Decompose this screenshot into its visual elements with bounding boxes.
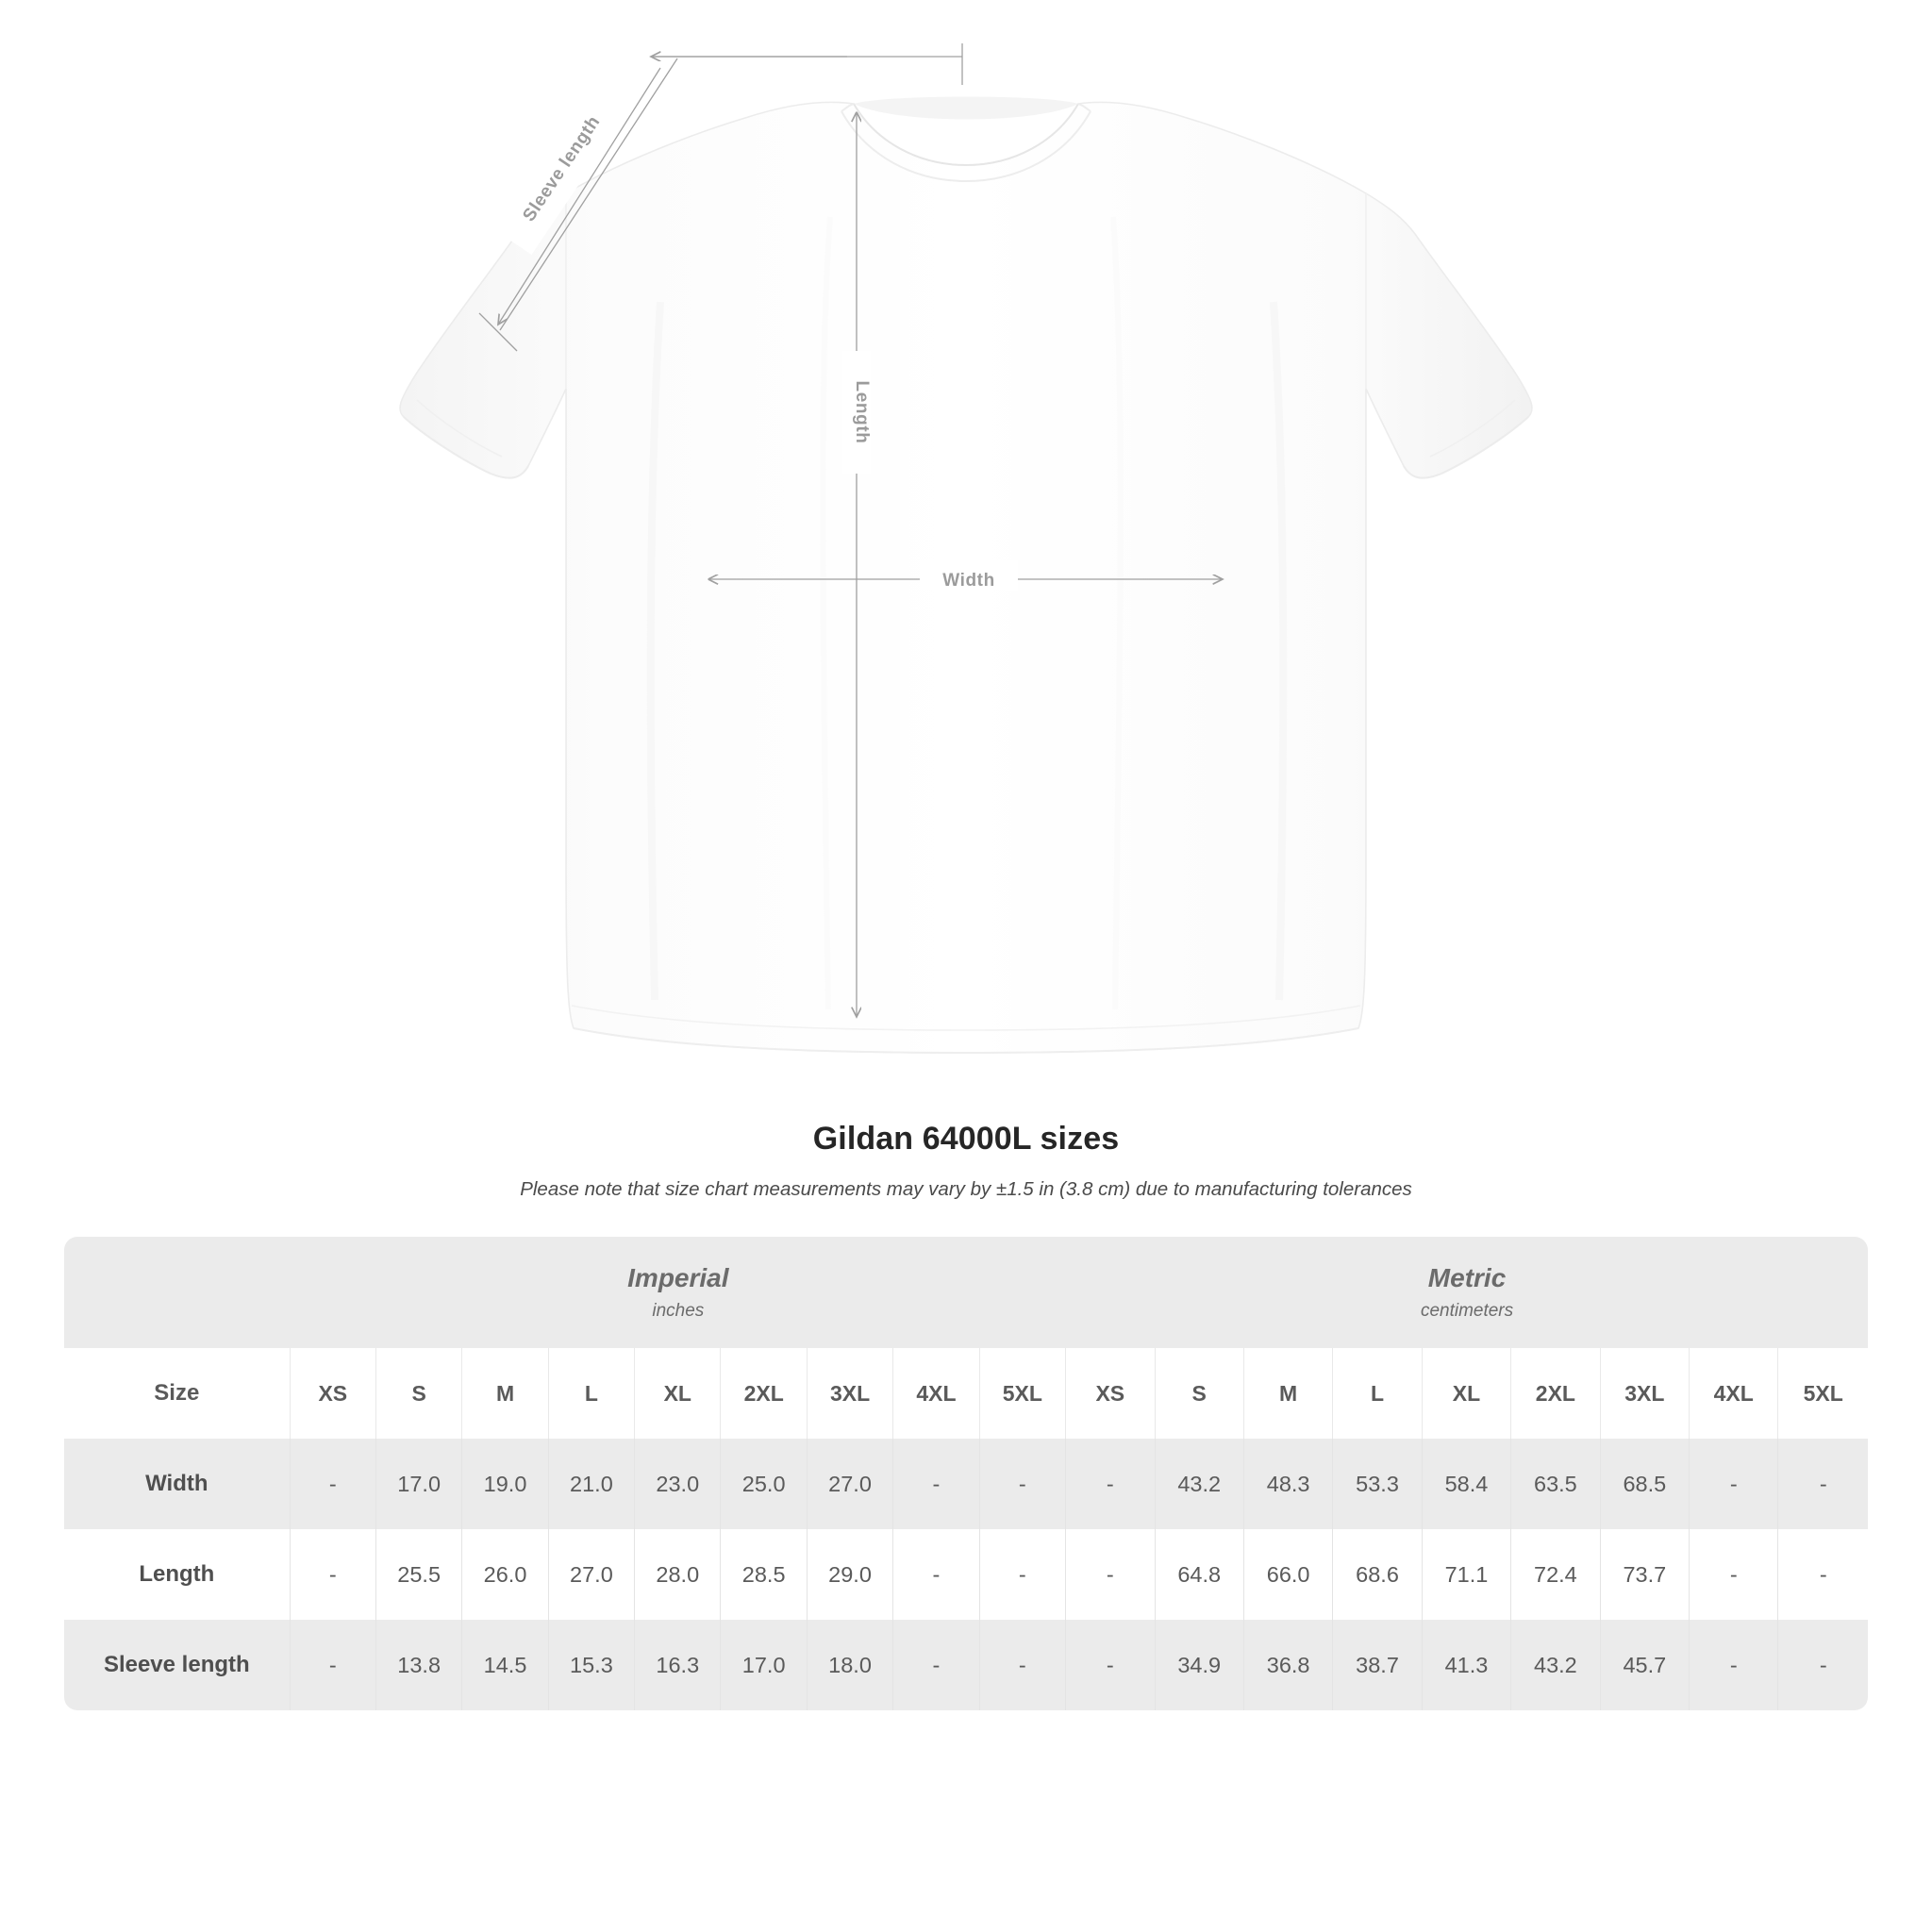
cell-length-imperial-xl: 28.0 [635,1529,721,1620]
cell-width-metric-m: 48.3 [1244,1439,1333,1529]
cell-sleeve-imperial-5xl: - [980,1620,1066,1710]
unit-group-metric-sub: centimeters [1420,1301,1514,1321]
cell-length-imperial-l: 27.0 [549,1529,635,1620]
size-header-imperial-4xl: 4XL [893,1348,979,1439]
cell-sleeve-metric-s: 34.9 [1156,1620,1244,1710]
cell-sleeve-imperial-m: 14.5 [462,1620,548,1710]
cell-sleeve-metric-m: 36.8 [1244,1620,1333,1710]
size-header-metric-5xl: 5XL [1778,1348,1868,1439]
size-table [64,1237,1868,1710]
row-label-sleeve-length: Sleeve length [64,1620,291,1710]
cell-sleeve-metric-3xl: 45.7 [1601,1620,1690,1710]
cell-width-metric-3xl: 68.5 [1601,1439,1690,1529]
cell-sleeve-metric-xl: 41.3 [1423,1620,1511,1710]
cell-length-metric-2xl: 72.4 [1511,1529,1600,1620]
cell-width-metric-l: 53.3 [1333,1439,1422,1529]
cell-length-imperial-xs: - [291,1529,376,1620]
title-block [0,1121,1932,1201]
unit-group-imperial-name: Imperial [627,1263,729,1292]
cell-length-metric-l: 68.6 [1333,1529,1422,1620]
cell-width-metric-5xl: - [1778,1439,1868,1529]
cell-length-imperial-3xl: 29.0 [808,1529,893,1620]
cell-width-metric-xs: - [1066,1439,1155,1529]
cell-length-imperial-5xl: - [980,1529,1066,1620]
cell-width-imperial-xs: - [291,1439,376,1529]
table-row [64,1439,1868,1529]
size-header-imperial-l: L [549,1348,635,1439]
cell-width-imperial-3xl: 27.0 [808,1439,893,1529]
row-label-length: Length [64,1529,291,1620]
width-label: Width [942,571,995,591]
size-table-wrapper [64,1237,1868,1710]
unit-group-imperial [291,1237,1066,1348]
size-header-row [64,1348,1868,1439]
unit-header-row [64,1237,1868,1348]
length-label: Length [852,380,872,444]
cell-length-imperial-2xl: 28.5 [721,1529,807,1620]
size-header-imperial-3xl: 3XL [808,1348,893,1439]
cell-sleeve-imperial-xl: 16.3 [635,1620,721,1710]
cell-width-imperial-s: 17.0 [376,1439,462,1529]
cell-sleeve-imperial-4xl: - [893,1620,979,1710]
size-header-metric-s: S [1156,1348,1244,1439]
cell-length-metric-xs: - [1066,1529,1155,1620]
size-header-imperial-5xl: 5XL [980,1348,1066,1439]
cell-width-imperial-m: 19.0 [462,1439,548,1529]
size-header-metric-xs: XS [1066,1348,1155,1439]
cell-width-metric-4xl: - [1690,1439,1778,1529]
cell-width-imperial-l: 21.0 [549,1439,635,1529]
size-header-metric-3xl: 3XL [1601,1348,1690,1439]
cell-sleeve-imperial-l: 15.3 [549,1620,635,1710]
unit-group-metric-name: Metric [1427,1263,1507,1292]
unit-group-metric [1066,1237,1868,1348]
cell-width-imperial-xl: 23.0 [635,1439,721,1529]
cell-length-imperial-s: 25.5 [376,1529,462,1620]
cell-width-imperial-4xl: - [893,1439,979,1529]
cell-sleeve-imperial-3xl: 18.0 [808,1620,893,1710]
table-row [64,1529,1868,1620]
size-header-metric-m: M [1244,1348,1333,1439]
table-row [64,1620,1868,1710]
cell-sleeve-metric-l: 38.7 [1333,1620,1422,1710]
cell-width-metric-s: 43.2 [1156,1439,1244,1529]
cell-sleeve-metric-xs: - [1066,1620,1155,1710]
size-header-imperial-xs: XS [291,1348,376,1439]
cell-length-metric-4xl: - [1690,1529,1778,1620]
size-header-imperial-s: S [376,1348,462,1439]
size-header-imperial-m: M [462,1348,548,1439]
cell-width-metric-2xl: 63.5 [1511,1439,1600,1529]
sleeve-length-label: Sleeve length [519,112,605,225]
size-header-metric-2xl: 2XL [1511,1348,1600,1439]
page-title: Gildan 64000L sizes [812,1121,1120,1157]
unit-header-spacer [64,1237,291,1348]
cell-width-imperial-2xl: 25.0 [721,1439,807,1529]
cell-sleeve-metric-4xl: - [1690,1620,1778,1710]
size-header-metric-4xl: 4XL [1690,1348,1778,1439]
cell-sleeve-imperial-2xl: 17.0 [721,1620,807,1710]
cell-sleeve-imperial-s: 13.8 [376,1620,462,1710]
cell-length-metric-xl: 71.1 [1423,1529,1511,1620]
cell-sleeve-imperial-xs: - [291,1620,376,1710]
size-header-imperial-2xl: 2XL [721,1348,807,1439]
row-label-width: Width [64,1439,291,1529]
unit-group-imperial-sub: inches [652,1301,705,1321]
cell-width-imperial-5xl: - [980,1439,1066,1529]
size-header-label: Size [64,1348,291,1439]
cell-length-metric-5xl: - [1778,1529,1868,1620]
chart-disclaimer: Please note that size chart measurements may vary by ±1.5 in (3.8 cm) due to manufacturing tolerances [520,1178,1412,1200]
cell-length-imperial-m: 26.0 [462,1529,548,1620]
cell-length-metric-3xl: 73.7 [1601,1529,1690,1620]
cell-length-metric-s: 64.8 [1156,1529,1244,1620]
size-header-imperial-xl: XL [635,1348,721,1439]
size-header-metric-xl: XL [1423,1348,1511,1439]
cell-length-imperial-4xl: - [893,1529,979,1620]
size-header-metric-l: L [1333,1348,1422,1439]
cell-length-metric-m: 66.0 [1244,1529,1333,1620]
cell-width-metric-xl: 58.4 [1423,1439,1511,1529]
cell-sleeve-metric-2xl: 43.2 [1511,1620,1600,1710]
cell-sleeve-metric-5xl: - [1778,1620,1868,1710]
